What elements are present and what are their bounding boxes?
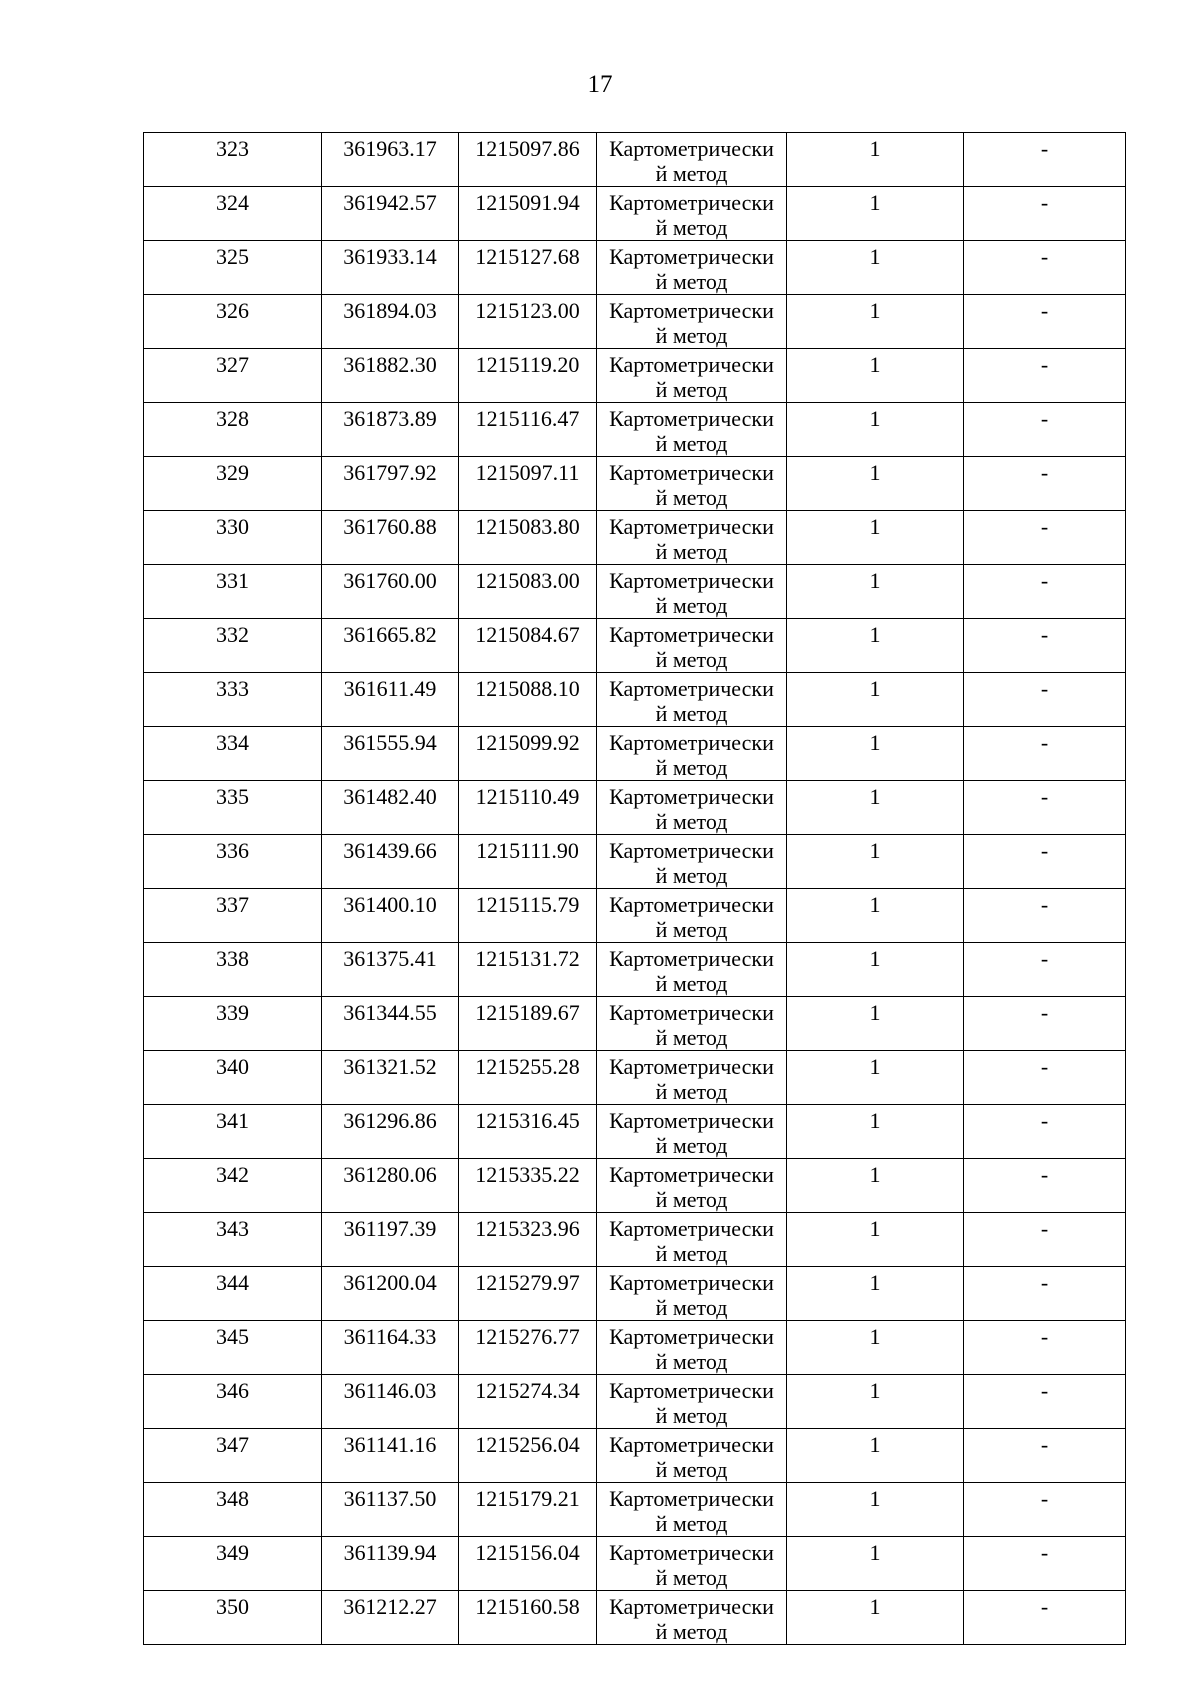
method-text-line-2: й метод (655, 485, 728, 510)
table-row (144, 349, 1126, 403)
accuracy-cell: 1 (787, 943, 964, 997)
method-text-line-1: Картометрически (609, 1540, 774, 1565)
note-cell: - (964, 727, 1126, 781)
x-coordinate-cell: 361894.03 (322, 295, 459, 349)
y-coordinate-cell: 1215127.68 (459, 241, 597, 295)
note-cell: - (964, 403, 1126, 457)
point-number-cell: 336 (144, 835, 322, 889)
accuracy-cell: 1 (787, 1375, 964, 1429)
x-coordinate-cell: 361296.86 (322, 1105, 459, 1159)
method-text-line-2: й метод (655, 323, 728, 348)
point-number-cell: 340 (144, 1051, 322, 1105)
accuracy-cell: 1 (787, 565, 964, 619)
y-coordinate-cell: 1215160.58 (459, 1591, 597, 1645)
x-coordinate-cell: 361400.10 (322, 889, 459, 943)
note-cell: - (964, 133, 1126, 187)
table-row (144, 1105, 1126, 1159)
accuracy-cell: 1 (787, 1213, 964, 1267)
method-text-line-2: й метод (655, 1403, 728, 1428)
method-text-line-2: й метод (655, 1511, 728, 1536)
method-text-line-2: й метод (655, 1619, 728, 1644)
x-coordinate-cell: 361760.88 (322, 511, 459, 565)
x-coordinate-cell: 361321.52 (322, 1051, 459, 1105)
method-text-line-1: Картометрически (609, 676, 774, 701)
method-text-line-1: Картометрически (609, 1108, 774, 1133)
accuracy-cell: 1 (787, 133, 964, 187)
method-text-line-2: й метод (655, 701, 728, 726)
method-text-line-1: Картометрически (609, 190, 774, 215)
note-cell: - (964, 1483, 1126, 1537)
method-cell (597, 457, 787, 511)
method-text-line-1: Картометрически (609, 460, 774, 485)
method-text-line-2: й метод (655, 431, 728, 456)
accuracy-cell: 1 (787, 457, 964, 511)
method-cell (597, 1537, 787, 1591)
method-text-line-2: й метод (655, 917, 728, 942)
point-number-cell: 326 (144, 295, 322, 349)
table-row (144, 727, 1126, 781)
method-cell (597, 781, 787, 835)
method-text-line-1: Картометрически (609, 406, 774, 431)
method-text-line-1: Картометрически (609, 352, 774, 377)
method-text-line-2: й метод (655, 1079, 728, 1104)
point-number-cell: 349 (144, 1537, 322, 1591)
method-text-line-2: й метод (655, 593, 728, 618)
table-row (144, 619, 1126, 673)
accuracy-cell: 1 (787, 673, 964, 727)
method-text-line-2: й метод (655, 1133, 728, 1158)
point-number-cell: 350 (144, 1591, 322, 1645)
accuracy-cell: 1 (787, 403, 964, 457)
table-row (144, 1159, 1126, 1213)
note-cell: - (964, 997, 1126, 1051)
note-cell: - (964, 295, 1126, 349)
x-coordinate-cell: 361280.06 (322, 1159, 459, 1213)
page-number: 17 (587, 71, 613, 98)
accuracy-cell: 1 (787, 241, 964, 295)
x-coordinate-cell: 361482.40 (322, 781, 459, 835)
table-row (144, 835, 1126, 889)
x-coordinate-cell: 361873.89 (322, 403, 459, 457)
accuracy-cell: 1 (787, 727, 964, 781)
method-text-line-1: Картометрически (609, 298, 774, 323)
accuracy-cell: 1 (787, 889, 964, 943)
table-row (144, 1537, 1126, 1591)
note-cell: - (964, 781, 1126, 835)
note-cell: - (964, 1321, 1126, 1375)
y-coordinate-cell: 1215099.92 (459, 727, 597, 781)
method-cell (597, 1483, 787, 1537)
accuracy-cell: 1 (787, 781, 964, 835)
note-cell: - (964, 349, 1126, 403)
method-text-line-2: й метод (655, 269, 728, 294)
table-row (144, 1591, 1126, 1645)
x-coordinate-cell: 361375.41 (322, 943, 459, 997)
method-text-line-2: й метод (655, 863, 728, 888)
method-text-line-1: Картометрически (609, 568, 774, 593)
x-coordinate-cell: 361197.39 (322, 1213, 459, 1267)
x-coordinate-cell: 361963.17 (322, 133, 459, 187)
point-number-cell: 339 (144, 997, 322, 1051)
note-cell: - (964, 1267, 1126, 1321)
method-cell (597, 1051, 787, 1105)
note-cell: - (964, 619, 1126, 673)
x-coordinate-cell: 361797.92 (322, 457, 459, 511)
method-text-line-2: й метод (655, 1457, 728, 1482)
table-row (144, 133, 1126, 187)
method-cell (597, 1213, 787, 1267)
table-row (144, 781, 1126, 835)
accuracy-cell: 1 (787, 511, 964, 565)
table-body (144, 133, 1126, 1645)
y-coordinate-cell: 1215279.97 (459, 1267, 597, 1321)
method-text-line-2: й метод (655, 647, 728, 672)
note-cell: - (964, 1375, 1126, 1429)
note-cell: - (964, 943, 1126, 997)
method-cell (597, 511, 787, 565)
method-text-line-1: Картометрически (609, 1486, 774, 1511)
point-number-cell: 333 (144, 673, 322, 727)
method-cell (597, 187, 787, 241)
y-coordinate-cell: 1215091.94 (459, 187, 597, 241)
method-text-line-2: й метод (655, 755, 728, 780)
y-coordinate-cell: 1215276.77 (459, 1321, 597, 1375)
table-row (144, 889, 1126, 943)
x-coordinate-cell: 361164.33 (322, 1321, 459, 1375)
y-coordinate-cell: 1215111.90 (459, 835, 597, 889)
accuracy-cell: 1 (787, 619, 964, 673)
method-cell (597, 565, 787, 619)
method-text-line-2: й метод (655, 1565, 728, 1590)
note-cell: - (964, 1051, 1126, 1105)
y-coordinate-cell: 1215088.10 (459, 673, 597, 727)
method-cell (597, 1321, 787, 1375)
method-text-line-2: й метод (655, 377, 728, 402)
method-cell (597, 673, 787, 727)
y-coordinate-cell: 1215097.11 (459, 457, 597, 511)
x-coordinate-cell: 361611.49 (322, 673, 459, 727)
y-coordinate-cell: 1215110.49 (459, 781, 597, 835)
y-coordinate-cell: 1215335.22 (459, 1159, 597, 1213)
point-number-cell: 328 (144, 403, 322, 457)
y-coordinate-cell: 1215156.04 (459, 1537, 597, 1591)
method-text-line-1: Картометрически (609, 514, 774, 539)
x-coordinate-cell: 361933.14 (322, 241, 459, 295)
table-row (144, 1429, 1126, 1483)
accuracy-cell: 1 (787, 1267, 964, 1321)
table-row (144, 943, 1126, 997)
note-cell: - (964, 889, 1126, 943)
y-coordinate-cell: 1215189.67 (459, 997, 597, 1051)
point-number-cell: 324 (144, 187, 322, 241)
method-text-line-1: Картометрически (609, 136, 774, 161)
method-text-line-1: Картометрически (609, 1162, 774, 1187)
method-cell (597, 889, 787, 943)
method-text-line-2: й метод (655, 161, 728, 186)
x-coordinate-cell: 361882.30 (322, 349, 459, 403)
method-cell (597, 1591, 787, 1645)
method-text-line-2: й метод (655, 971, 728, 996)
note-cell: - (964, 241, 1126, 295)
method-text-line-1: Картометрически (609, 1432, 774, 1457)
point-number-cell: 335 (144, 781, 322, 835)
method-text-line-2: й метод (655, 215, 728, 240)
y-coordinate-cell: 1215256.04 (459, 1429, 597, 1483)
table-row (144, 295, 1126, 349)
accuracy-cell: 1 (787, 1483, 964, 1537)
x-coordinate-cell: 361942.57 (322, 187, 459, 241)
note-cell: - (964, 1159, 1126, 1213)
method-cell (597, 1267, 787, 1321)
table-row (144, 673, 1126, 727)
method-cell (597, 619, 787, 673)
table-row (144, 997, 1126, 1051)
y-coordinate-cell: 1215255.28 (459, 1051, 597, 1105)
y-coordinate-cell: 1215116.47 (459, 403, 597, 457)
note-cell: - (964, 1213, 1126, 1267)
method-cell (597, 1375, 787, 1429)
point-number-cell: 334 (144, 727, 322, 781)
x-coordinate-cell: 361146.03 (322, 1375, 459, 1429)
point-number-cell: 331 (144, 565, 322, 619)
point-number-cell: 347 (144, 1429, 322, 1483)
method-text-line-2: й метод (655, 539, 728, 564)
table-row (144, 1267, 1126, 1321)
y-coordinate-cell: 1215084.67 (459, 619, 597, 673)
y-coordinate-cell: 1215274.34 (459, 1375, 597, 1429)
point-number-cell: 337 (144, 889, 322, 943)
x-coordinate-cell: 361212.27 (322, 1591, 459, 1645)
point-number-cell: 338 (144, 943, 322, 997)
method-text-line-1: Картометрически (609, 1324, 774, 1349)
note-cell: - (964, 1537, 1126, 1591)
method-text-line-1: Картометрически (609, 1000, 774, 1025)
table-row (144, 511, 1126, 565)
method-cell (597, 295, 787, 349)
accuracy-cell: 1 (787, 295, 964, 349)
method-text-line-2: й метод (655, 809, 728, 834)
x-coordinate-cell: 361139.94 (322, 1537, 459, 1591)
note-cell: - (964, 673, 1126, 727)
note-cell: - (964, 1591, 1126, 1645)
x-coordinate-cell: 361344.55 (322, 997, 459, 1051)
method-text-line-1: Картометрически (609, 1378, 774, 1403)
method-text-line-1: Картометрически (609, 1054, 774, 1079)
method-cell (597, 403, 787, 457)
point-number-cell: 332 (144, 619, 322, 673)
point-number-cell: 342 (144, 1159, 322, 1213)
method-text-line-2: й метод (655, 1241, 728, 1266)
note-cell: - (964, 565, 1126, 619)
y-coordinate-cell: 1215083.80 (459, 511, 597, 565)
method-text-line-1: Картометрически (609, 1270, 774, 1295)
table-row (144, 1321, 1126, 1375)
method-cell (597, 133, 787, 187)
method-text-line-2: й метод (655, 1349, 728, 1374)
accuracy-cell: 1 (787, 1537, 964, 1591)
y-coordinate-cell: 1215097.86 (459, 133, 597, 187)
method-cell (597, 943, 787, 997)
method-text-line-2: й метод (655, 1295, 728, 1320)
y-coordinate-cell: 1215179.21 (459, 1483, 597, 1537)
table-row (144, 1213, 1126, 1267)
point-number-cell: 329 (144, 457, 322, 511)
note-cell: - (964, 1429, 1126, 1483)
coordinates-table (143, 132, 1126, 1645)
x-coordinate-cell: 361141.16 (322, 1429, 459, 1483)
method-text-line-1: Картометрически (609, 1594, 774, 1619)
point-number-cell: 330 (144, 511, 322, 565)
method-text-line-1: Картометрически (609, 622, 774, 647)
table-row (144, 1051, 1126, 1105)
point-number-cell: 323 (144, 133, 322, 187)
point-number-cell: 327 (144, 349, 322, 403)
method-text-line-2: й метод (655, 1187, 728, 1212)
accuracy-cell: 1 (787, 835, 964, 889)
accuracy-cell: 1 (787, 187, 964, 241)
x-coordinate-cell: 361665.82 (322, 619, 459, 673)
method-text-line-1: Картометрически (609, 1216, 774, 1241)
point-number-cell: 345 (144, 1321, 322, 1375)
accuracy-cell: 1 (787, 1051, 964, 1105)
x-coordinate-cell: 361760.00 (322, 565, 459, 619)
method-cell (597, 727, 787, 781)
point-number-cell: 346 (144, 1375, 322, 1429)
point-number-cell: 343 (144, 1213, 322, 1267)
table-row (144, 187, 1126, 241)
table-row (144, 241, 1126, 295)
method-cell (597, 349, 787, 403)
y-coordinate-cell: 1215119.20 (459, 349, 597, 403)
accuracy-cell: 1 (787, 349, 964, 403)
method-text-line-1: Картометрически (609, 838, 774, 863)
point-number-cell: 344 (144, 1267, 322, 1321)
y-coordinate-cell: 1215123.00 (459, 295, 597, 349)
note-cell: - (964, 511, 1126, 565)
table-row (144, 565, 1126, 619)
table-row (144, 457, 1126, 511)
accuracy-cell: 1 (787, 997, 964, 1051)
method-cell (597, 1429, 787, 1483)
method-text-line-1: Картометрически (609, 946, 774, 971)
y-coordinate-cell: 1215115.79 (459, 889, 597, 943)
note-cell: - (964, 187, 1126, 241)
point-number-cell: 341 (144, 1105, 322, 1159)
point-number-cell: 325 (144, 241, 322, 295)
accuracy-cell: 1 (787, 1429, 964, 1483)
method-text-line-2: й метод (655, 1025, 728, 1050)
table-row (144, 1483, 1126, 1537)
method-cell (597, 241, 787, 295)
method-text-line-1: Картометрически (609, 784, 774, 809)
note-cell: - (964, 835, 1126, 889)
note-cell: - (964, 457, 1126, 511)
method-text-line-1: Картометрически (609, 244, 774, 269)
x-coordinate-cell: 361137.50 (322, 1483, 459, 1537)
x-coordinate-cell: 361555.94 (322, 727, 459, 781)
accuracy-cell: 1 (787, 1591, 964, 1645)
point-number-cell: 348 (144, 1483, 322, 1537)
method-cell (597, 835, 787, 889)
y-coordinate-cell: 1215323.96 (459, 1213, 597, 1267)
method-cell (597, 1159, 787, 1213)
note-cell: - (964, 1105, 1126, 1159)
accuracy-cell: 1 (787, 1105, 964, 1159)
accuracy-cell: 1 (787, 1159, 964, 1213)
y-coordinate-cell: 1215131.72 (459, 943, 597, 997)
table-row (144, 1375, 1126, 1429)
method-text-line-1: Картометрически (609, 892, 774, 917)
y-coordinate-cell: 1215316.45 (459, 1105, 597, 1159)
x-coordinate-cell: 361200.04 (322, 1267, 459, 1321)
x-coordinate-cell: 361439.66 (322, 835, 459, 889)
accuracy-cell: 1 (787, 1321, 964, 1375)
method-cell (597, 997, 787, 1051)
method-cell (597, 1105, 787, 1159)
y-coordinate-cell: 1215083.00 (459, 565, 597, 619)
method-text-line-1: Картометрически (609, 730, 774, 755)
table-row (144, 403, 1126, 457)
